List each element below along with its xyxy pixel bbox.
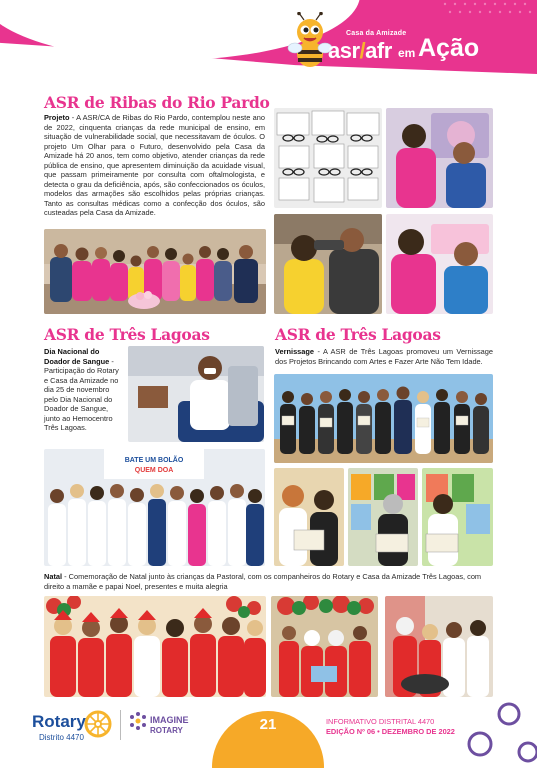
brand-asr-text: asr — [328, 38, 360, 63]
photo-glasses-fitting-2 — [386, 214, 493, 314]
brand-slash: / — [359, 38, 366, 63]
footer-distrito: Distrito 4470 — [39, 733, 84, 742]
footer-informativo: INFORMATIVO DISTRITAL 4470 — [326, 717, 435, 726]
photo-group-ribas — [44, 229, 266, 314]
photo-natal-group-2 — [271, 596, 378, 697]
header-dots-decoration — [437, 0, 537, 20]
lead-natal: Natal — [44, 572, 63, 581]
text-projeto: - A ASR/CA de Ribas do Rio Pardo, contemplou neste ano de 2022, cinquenta crianças da rede municipal de ensino, em situação de vulnerabilidade social, que necessitavam de óculos. O projeto Um Olhar para o Futuro, desenvolvido pela Casa da Amizade há 20 anos, tem como objetivo, atender crianças da rede pública de ensino, que apresentem diminuição da acuidade visual, que passam primeiramente por consulta com oftalmologista, e detecta o grau da deficiência, após, são confeccionados os óculos, modelos das armações são escolhidos pelas próprias crianças. Tanto as consultas médicas como a confecção dos óculos, são custeadas pela Casa da Amizade. — [44, 113, 265, 217]
photo-vernissage-1 — [274, 468, 344, 566]
footer-imagine-rotary: ROTARY — [150, 726, 183, 735]
lead-projeto: Projeto — [44, 113, 70, 122]
brand-casa-amizade: Casa da Amizade — [346, 30, 407, 37]
photo-natal-group-1 — [44, 596, 266, 697]
lead-vernissage: Vernissage — [275, 347, 315, 356]
section-title-tres-lagoas-2: ASR de Três Lagoas — [275, 325, 441, 344]
section-text-ribas — [44, 113, 265, 218]
svg-text:QUEM DOA: QUEM DOA — [134, 467, 174, 474]
footer-imagine: IMAGINE — [150, 715, 189, 725]
footer-divider — [120, 710, 121, 740]
photo-vernissage-group — [274, 374, 493, 463]
brand-acao: Ação — [418, 34, 480, 62]
imagine-rotary-icon — [128, 711, 148, 731]
text-vernissage: - A ASR de Três Lagoas promoveu um Vernissage dos Projetos Brincando com Artes e Fazer Arte Não Tem Idade. — [275, 347, 493, 366]
lead-doador: Dia Nacional do Doador de Sangue — [44, 347, 110, 366]
page-number: 21 — [259, 716, 277, 733]
photo-eye-exam — [274, 214, 382, 314]
section-text-vernissage — [275, 347, 493, 366]
svg-text:BATE UM BOLÃO: BATE UM BOLÃO — [124, 457, 184, 464]
photo-vernissage-3 — [422, 468, 493, 566]
photo-natal-group-3 — [385, 596, 493, 697]
footer-rotary-logo-text: Rotary — [32, 712, 86, 731]
photo-blood-donation — [128, 346, 264, 442]
footer-circles-decoration — [462, 700, 537, 768]
photo-vernissage-2 — [348, 468, 418, 566]
photo-glasses-table — [274, 108, 382, 208]
section-text-doador — [44, 347, 120, 433]
brand-asr-afr — [328, 38, 392, 64]
text-doador: - Participação do Rotary e Casa da Amizade no dia 25 de novembro pelo Dia Nacional do Doador de Sangue, junto ao Hemocentro Três Lagoas. — [44, 356, 119, 432]
natal-text — [44, 572, 493, 591]
rotary-wheel-icon — [84, 710, 112, 738]
section-title-ribas: ASR de Ribas do Rio Pardo — [44, 93, 270, 112]
photo-hemocentro-group — [44, 449, 265, 566]
footer-edicao: EDIÇÃO Nº 06 • DEZEMBRO DE 2022 — [326, 727, 455, 736]
photo-glasses-fitting-1 — [386, 108, 493, 208]
brand-em: em — [398, 46, 416, 60]
section-title-tres-lagoas-1: ASR de Três Lagoas — [44, 325, 210, 344]
brand-afr-text: afr — [365, 38, 392, 63]
text-natal: - Comemoração de Natal junto às crianças da Pastoral, com os companheiros do Rotary e Casa da Amizade Três Lagoas, com direito a mamãe e papai Noel, presentes e muita alegria — [44, 572, 482, 591]
